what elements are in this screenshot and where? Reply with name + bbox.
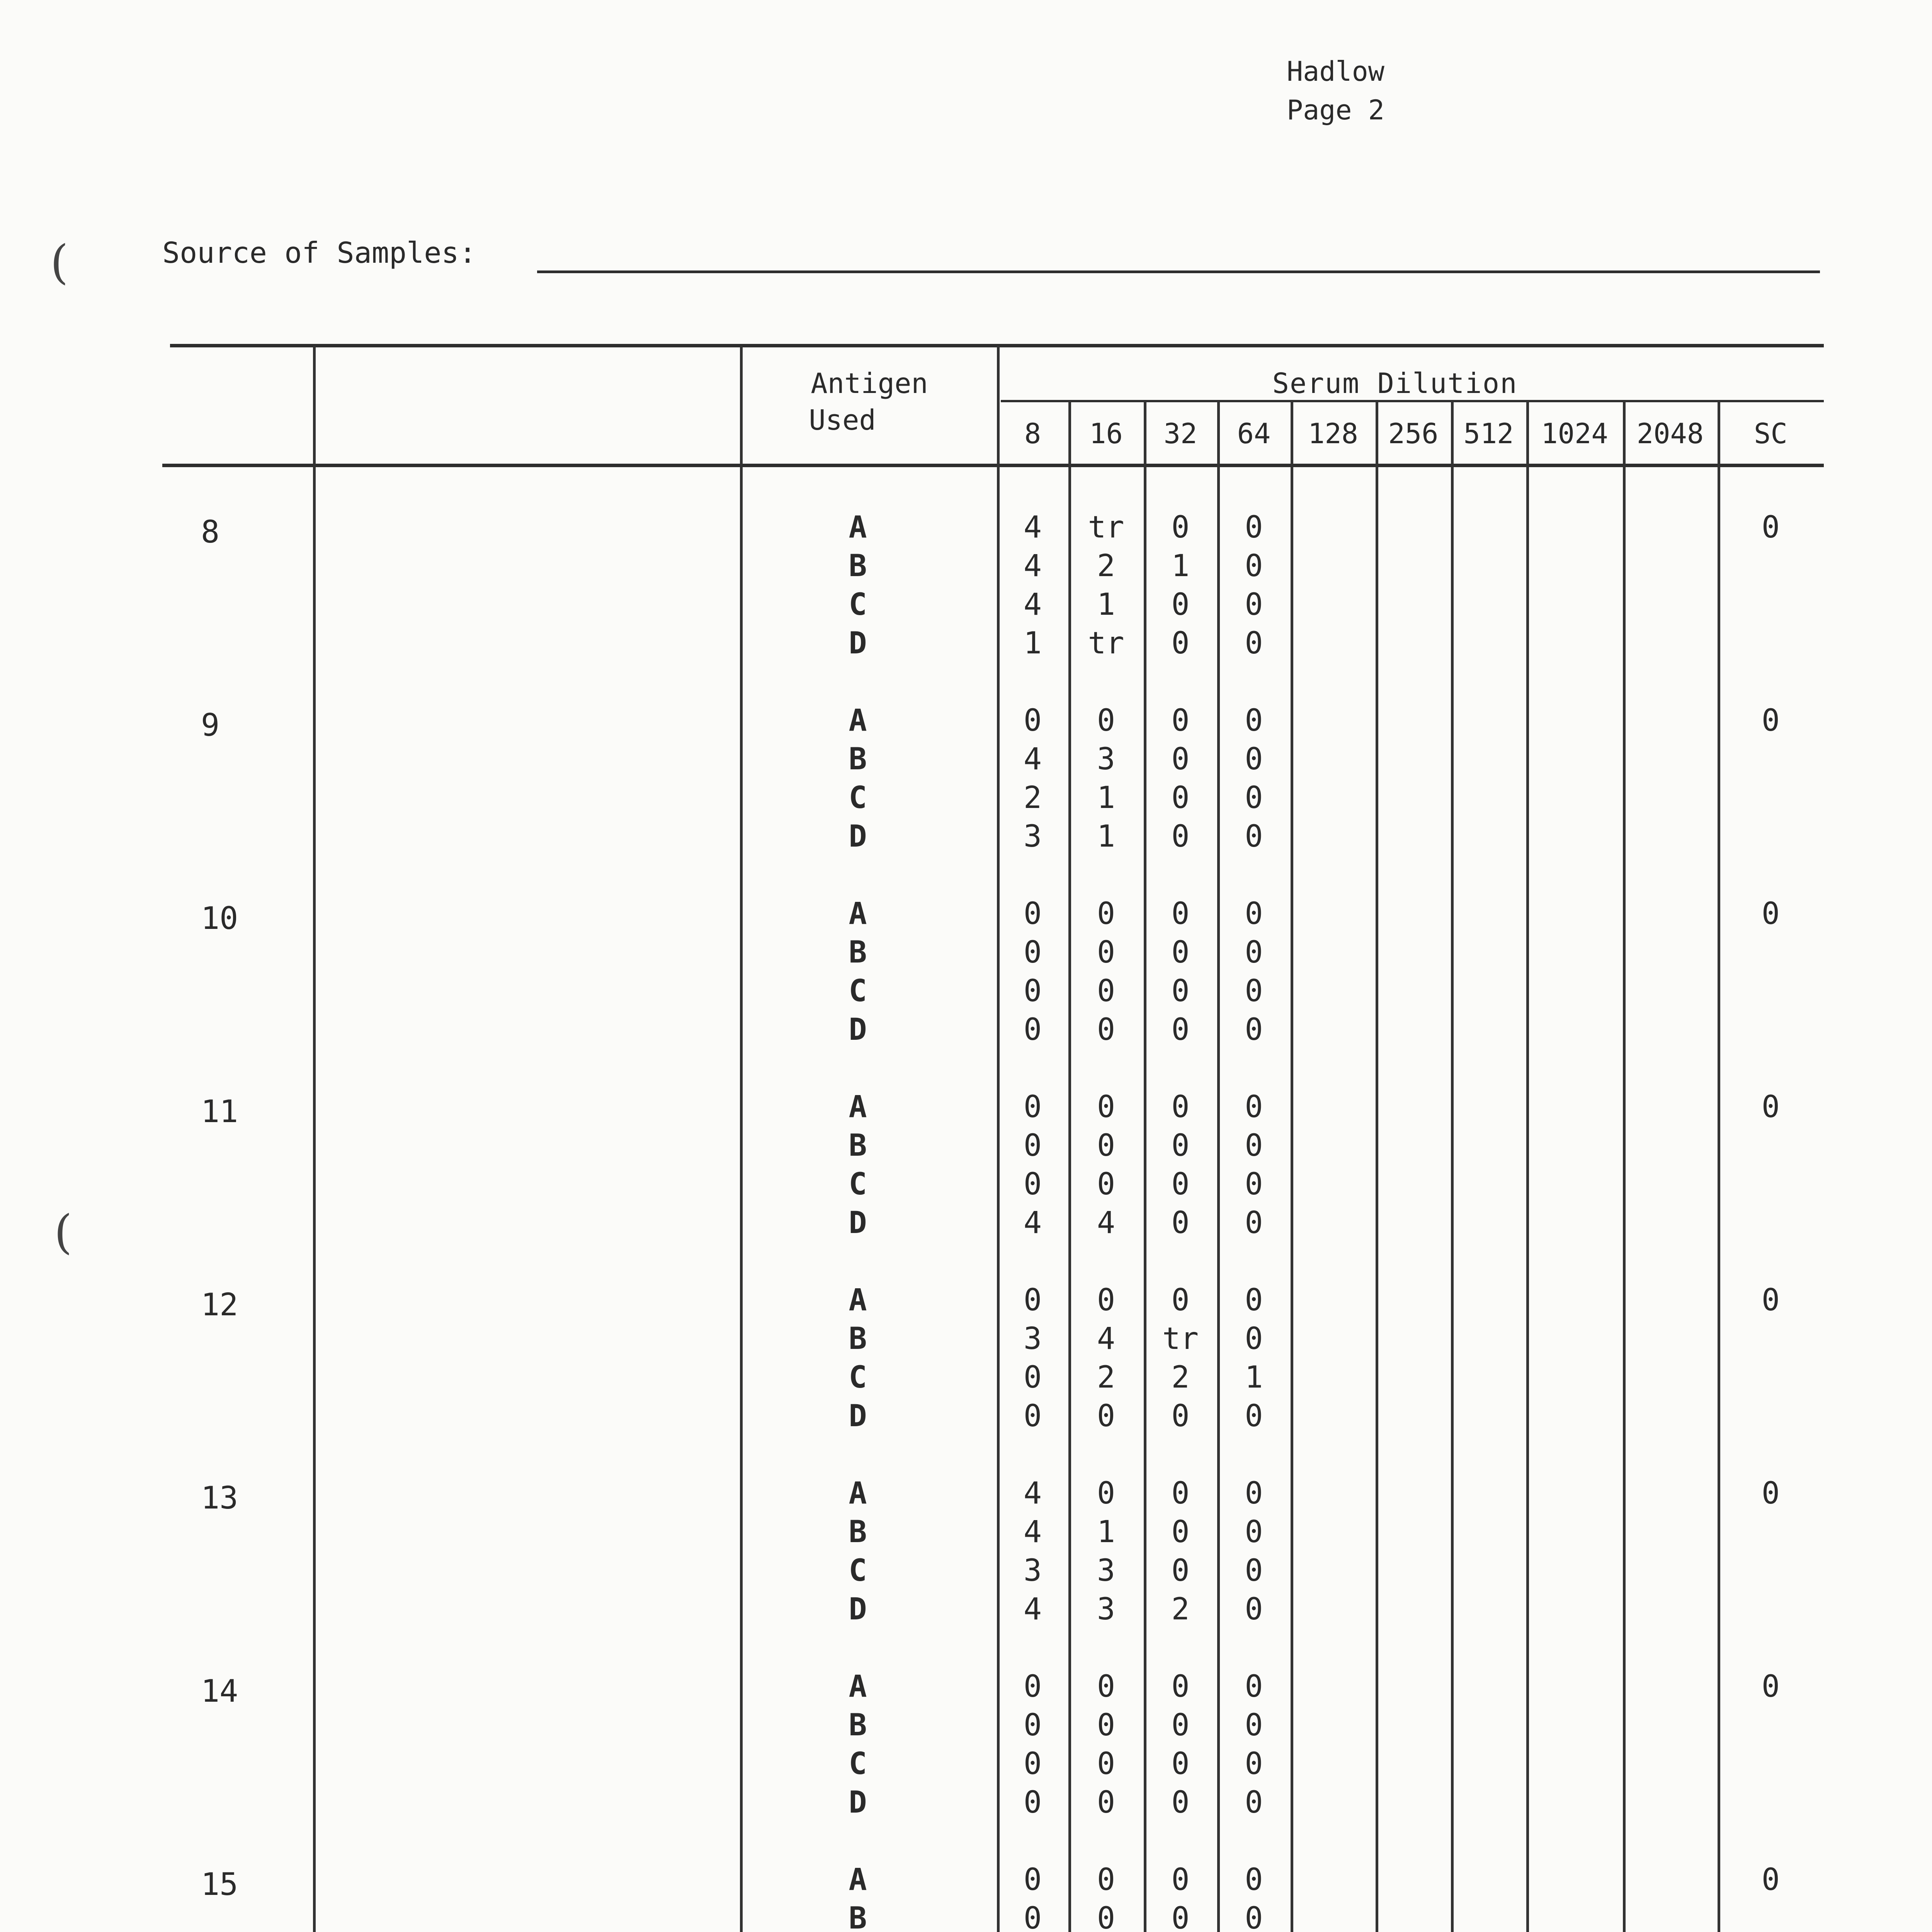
source-label: Source of Samples: — [162, 236, 476, 270]
column-divider — [740, 346, 743, 1932]
titer-cell: 1 — [1171, 549, 1190, 583]
titer-cell: 0 — [1171, 819, 1190, 854]
sample-number: 11 — [201, 1094, 238, 1129]
titer-cell: 3 — [1097, 1553, 1115, 1588]
titer-cell: 0 — [1245, 1515, 1263, 1549]
titer-cell: 0 — [1245, 742, 1263, 777]
titer-cell: 3 — [1024, 819, 1042, 854]
titer-cell: 0 — [1024, 1747, 1042, 1781]
antigen-label: A — [849, 510, 867, 545]
antigen-label: B — [849, 742, 867, 777]
titer-cell: 0 — [1245, 1476, 1263, 1511]
serum-dilution-header: Serum Dilution — [1272, 367, 1518, 400]
antigen-label: B — [849, 1321, 867, 1356]
titer-cell: 0 — [1245, 819, 1263, 854]
titer-cell: 0 — [1171, 703, 1190, 738]
titer-cell: 0 — [1024, 1399, 1042, 1434]
titer-cell: 0 — [1245, 974, 1263, 1009]
sc-value: 0 — [1762, 703, 1780, 738]
titer-cell: 0 — [1245, 1747, 1263, 1781]
antigen-label: D — [849, 1012, 867, 1047]
antigen-label: D — [849, 1785, 867, 1820]
sample-number: 15 — [201, 1866, 238, 1902]
titer-cell: 4 — [1024, 510, 1042, 545]
titer-cell: 0 — [1245, 1708, 1263, 1743]
margin-mark: ( — [54, 1206, 72, 1259]
titer-cell: 0 — [1097, 1128, 1115, 1163]
titer-cell: 0 — [1171, 1128, 1190, 1163]
titer-cell: 0 — [1097, 1283, 1115, 1318]
titer-cell: 0 — [1024, 1090, 1042, 1124]
titer-cell: tr — [1162, 1321, 1199, 1356]
titer-cell: 0 — [1245, 1090, 1263, 1124]
titer-cell: 0 — [1024, 935, 1042, 970]
antigen-label: D — [849, 1206, 867, 1240]
titer-cell: 4 — [1024, 1206, 1042, 1240]
titer-cell: 4 — [1097, 1321, 1115, 1356]
titer-cell: 3 — [1024, 1321, 1042, 1356]
antigen-header: Antigen — [811, 367, 928, 400]
dilution-column-divider — [1526, 401, 1529, 1932]
titer-cell: 0 — [1024, 1167, 1042, 1202]
titer-cell: 0 — [1171, 1012, 1190, 1047]
dilution-column-divider — [1376, 401, 1378, 1932]
antigen-label: A — [849, 1669, 867, 1704]
header-bottom-rule — [162, 464, 1824, 467]
titer-cell: 0 — [1024, 1862, 1042, 1897]
titer-cell: 4 — [1024, 587, 1042, 622]
dilution-column-header: 64 — [1237, 417, 1271, 450]
titer-cell: 3 — [1024, 1553, 1042, 1588]
antigen-label: D — [849, 819, 867, 854]
dilution-column-header: 512 — [1463, 417, 1514, 450]
antigen-label: B — [849, 935, 867, 970]
antigen-label: C — [849, 974, 867, 1009]
titer-cell: 0 — [1024, 1785, 1042, 1820]
titer-cell: 0 — [1024, 1128, 1042, 1163]
titer-cell: 0 — [1245, 1862, 1263, 1897]
titer-cell: 0 — [1245, 1669, 1263, 1704]
titer-cell: 0 — [1245, 510, 1263, 545]
antigen-label: B — [849, 1128, 867, 1163]
titer-cell: 0 — [1024, 1708, 1042, 1743]
titer-cell: 2 — [1097, 1360, 1115, 1395]
titer-cell: 1 — [1097, 819, 1115, 854]
titer-cell: 4 — [1024, 1515, 1042, 1549]
titer-cell: tr — [1088, 510, 1124, 545]
titer-cell: 0 — [1024, 1283, 1042, 1318]
dilution-column-divider — [1623, 401, 1626, 1932]
titer-cell: 0 — [1245, 781, 1263, 815]
titer-cell: 1 — [1097, 587, 1115, 622]
titer-cell: 0 — [1245, 1128, 1263, 1163]
titer-cell: 0 — [1171, 1708, 1190, 1743]
antigen-label: B — [849, 1708, 867, 1743]
antigen-label: B — [849, 549, 867, 583]
titer-cell: 4 — [1024, 549, 1042, 583]
antigen-label: A — [849, 1090, 867, 1124]
titer-cell: 2 — [1171, 1360, 1190, 1395]
titer-cell: 0 — [1097, 1167, 1115, 1202]
dilution-column-header: 8 — [1024, 417, 1041, 450]
titer-cell: 0 — [1245, 587, 1263, 622]
titer-cell: 0 — [1024, 703, 1042, 738]
titer-cell: 0 — [1097, 1785, 1115, 1820]
titer-cell: 0 — [1097, 1012, 1115, 1047]
dilution-column-header: 256 — [1388, 417, 1439, 450]
page-label: Page 2 — [1287, 94, 1384, 126]
titer-cell: 0 — [1097, 1476, 1115, 1511]
titer-cell: 4 — [1024, 1476, 1042, 1511]
antigen-header-used: Used — [809, 404, 876, 436]
titer-cell: 0 — [1097, 974, 1115, 1009]
titer-cell: 0 — [1171, 1553, 1190, 1588]
dilution-header-rule — [1001, 400, 1824, 402]
titer-cell: 0 — [1097, 1669, 1115, 1704]
sc-value: 0 — [1762, 1476, 1780, 1511]
antigen-label: D — [849, 626, 867, 661]
titer-cell: 0 — [1024, 1360, 1042, 1395]
titer-cell: 0 — [1171, 1785, 1190, 1820]
titer-cell: 0 — [1245, 1399, 1263, 1434]
sc-value: 0 — [1762, 1090, 1780, 1124]
sc-value: 0 — [1762, 1669, 1780, 1704]
titer-cell: 0 — [1245, 935, 1263, 970]
titer-cell: 0 — [1171, 1283, 1190, 1318]
titer-cell: 0 — [1245, 1206, 1263, 1240]
sc-value: 0 — [1762, 1283, 1780, 1318]
antigen-label: D — [849, 1399, 867, 1434]
titer-cell: 2 — [1097, 549, 1115, 583]
titer-cell: 0 — [1024, 896, 1042, 931]
titer-cell: 1 — [1097, 1515, 1115, 1549]
antigen-label: B — [849, 1515, 867, 1549]
titer-cell: 0 — [1097, 896, 1115, 931]
titer-cell: 1 — [1024, 626, 1042, 661]
antigen-label: A — [849, 1283, 867, 1318]
sample-number: 9 — [201, 707, 220, 743]
titer-cell: 0 — [1171, 974, 1190, 1009]
antigen-label: C — [849, 1553, 867, 1588]
titer-cell: 0 — [1171, 587, 1190, 622]
titer-cell: 0 — [1024, 1012, 1042, 1047]
titer-cell: 0 — [1171, 1862, 1190, 1897]
titer-cell: 0 — [1171, 935, 1190, 970]
dilution-column-header: 16 — [1089, 417, 1123, 450]
titer-cell: 0 — [1171, 742, 1190, 777]
titer-cell: 0 — [1245, 1592, 1263, 1627]
titer-cell: 0 — [1245, 626, 1263, 661]
titer-cell: 0 — [1245, 896, 1263, 931]
titer-cell: 0 — [1097, 935, 1115, 970]
titer-cell: tr — [1088, 626, 1124, 661]
titer-cell: 0 — [1171, 626, 1190, 661]
sample-number: 8 — [201, 514, 220, 550]
titer-cell: 0 — [1097, 1901, 1115, 1932]
titer-cell: 0 — [1171, 1399, 1190, 1434]
titer-cell: 0 — [1097, 1708, 1115, 1743]
titer-cell: 4 — [1097, 1206, 1115, 1240]
titer-cell: 0 — [1245, 1901, 1263, 1932]
titer-cell: 2 — [1171, 1592, 1190, 1627]
titer-cell: 4 — [1024, 742, 1042, 777]
dilution-column-header: 1024 — [1541, 417, 1608, 450]
titer-cell: 0 — [1245, 1785, 1263, 1820]
titer-cell: 0 — [1171, 1747, 1190, 1781]
margin-mark: ( — [50, 236, 68, 289]
titer-cell: 0 — [1245, 1012, 1263, 1047]
titer-cell: 0 — [1171, 1901, 1190, 1932]
titer-cell: 0 — [1171, 510, 1190, 545]
antigen-label: D — [849, 1592, 867, 1627]
titer-cell: 0 — [1245, 1283, 1263, 1318]
antigen-label: A — [849, 1476, 867, 1511]
titer-cell: 0 — [1171, 1090, 1190, 1124]
sample-number: 13 — [201, 1480, 238, 1516]
titer-cell: 3 — [1097, 742, 1115, 777]
titer-cell: 1 — [1245, 1360, 1263, 1395]
sc-value: 0 — [1762, 896, 1780, 931]
titer-cell: 0 — [1171, 1669, 1190, 1704]
titer-cell: 0 — [1097, 1862, 1115, 1897]
document-author: Hadlow — [1287, 56, 1384, 87]
titer-cell: 0 — [1024, 1901, 1042, 1932]
dilution-column-header: 32 — [1163, 417, 1197, 450]
column-divider — [313, 346, 316, 1932]
sample-number: 12 — [201, 1287, 238, 1323]
antigen-label: C — [849, 1167, 867, 1202]
titer-cell: 0 — [1024, 974, 1042, 1009]
titer-cell: 0 — [1245, 703, 1263, 738]
titer-cell: 0 — [1097, 1090, 1115, 1124]
titer-cell: 3 — [1097, 1592, 1115, 1627]
titer-cell: 1 — [1097, 781, 1115, 815]
titer-cell: 0 — [1171, 781, 1190, 815]
titer-cell: 0 — [1171, 1515, 1190, 1549]
titer-cell: 0 — [1024, 1669, 1042, 1704]
sample-number: 14 — [201, 1673, 238, 1709]
antigen-label: A — [849, 703, 867, 738]
titer-cell: 0 — [1245, 1553, 1263, 1588]
dilution-column-header: SC — [1754, 417, 1787, 450]
titer-cell: 0 — [1097, 703, 1115, 738]
antigen-label: C — [849, 1747, 867, 1781]
titer-cell: 0 — [1171, 1167, 1190, 1202]
titer-cell: 4 — [1024, 1592, 1042, 1627]
source-underline — [537, 270, 1820, 273]
antigen-label: A — [849, 896, 867, 931]
sc-value: 0 — [1762, 1862, 1780, 1897]
titer-cell: 0 — [1171, 1206, 1190, 1240]
dilution-column-divider — [1451, 401, 1454, 1932]
antigen-label: B — [849, 1901, 867, 1932]
antigen-label: C — [849, 781, 867, 815]
titer-cell: 0 — [1171, 1476, 1190, 1511]
sample-number: 10 — [201, 900, 238, 936]
dilution-column-divider — [1291, 401, 1293, 1932]
titer-cell: 2 — [1024, 781, 1042, 815]
titer-cell: 0 — [1097, 1399, 1115, 1434]
antigen-label: C — [849, 1360, 867, 1395]
titer-cell: 0 — [1245, 1167, 1263, 1202]
titer-cell: 0 — [1245, 1321, 1263, 1356]
titer-cell: 0 — [1245, 549, 1263, 583]
titer-cell: 0 — [1097, 1747, 1115, 1781]
dilution-column-header: 2048 — [1636, 417, 1704, 450]
sc-value: 0 — [1762, 510, 1780, 545]
antigen-label: C — [849, 587, 867, 622]
dilution-column-header: 128 — [1308, 417, 1359, 450]
titer-cell: 0 — [1171, 896, 1190, 931]
antigen-label: A — [849, 1862, 867, 1897]
